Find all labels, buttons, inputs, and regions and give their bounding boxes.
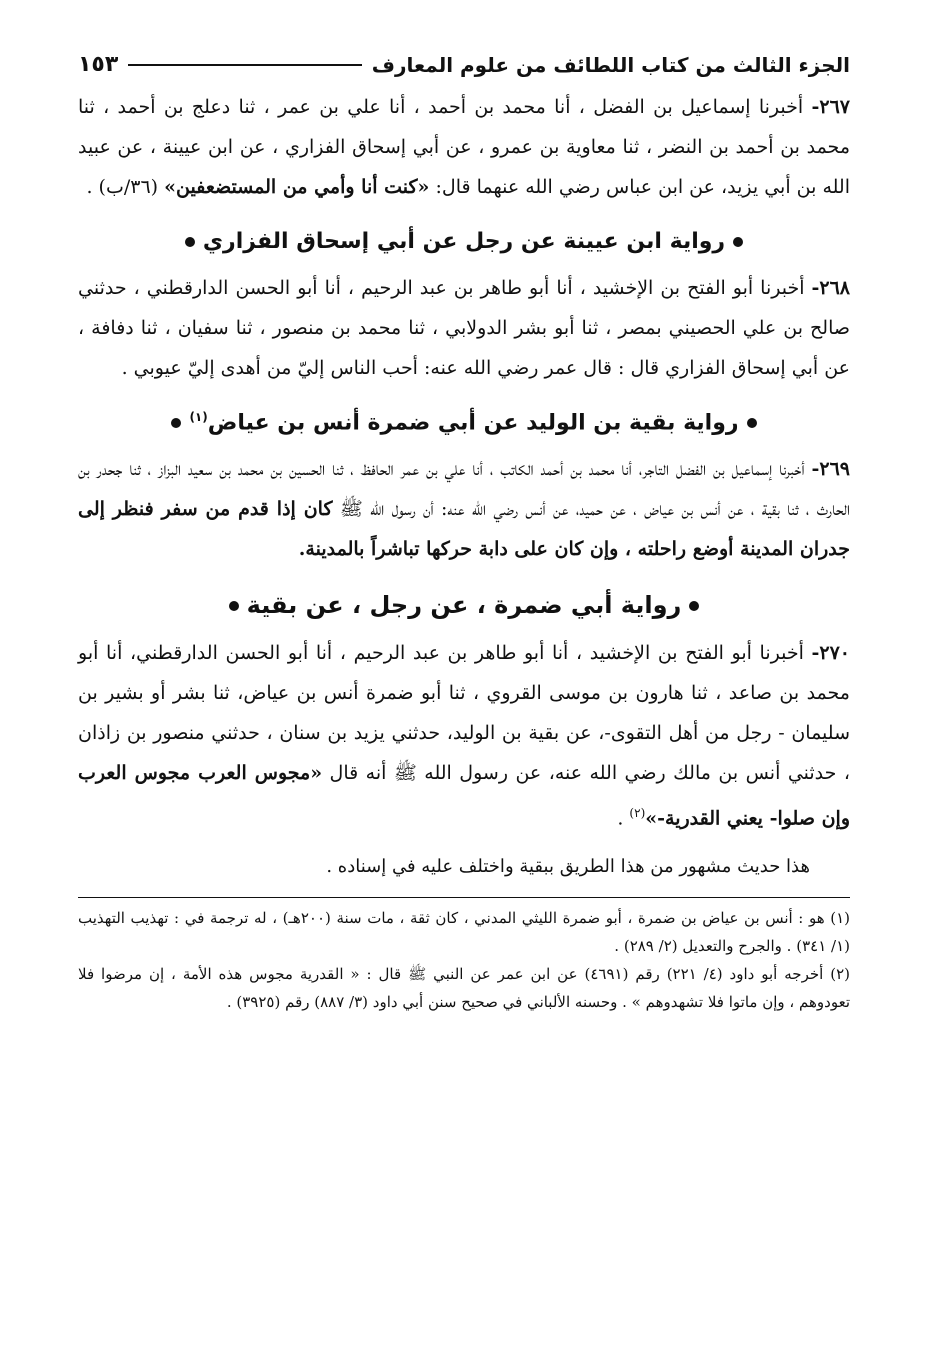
hadith-ref: (٣٦/ب) . bbox=[86, 176, 159, 198]
footnotes bbox=[78, 904, 850, 1016]
hadith-text: أخبرنا إسماعيل بن الفضل التاجر، أنا محمد بن أحمد الكاتب ، أنا علي بن عمر الحافظ ، ثنا الحسين بن محمد بن سعيد البزاز ، ثنا جحدر بن الحارث ، ثنا بقية ، عن أنس بن عياض ، عن حميد، عن أنس رضي الله عنه: أن رسول الله ﷺ bbox=[78, 458, 851, 521]
hadith-number: ٢٧٠- bbox=[811, 642, 850, 665]
header-title: الجزء الثالث من كتاب اللطائف من علوم المعارف bbox=[371, 52, 850, 77]
running-header bbox=[78, 52, 850, 77]
footnote-marker[interactable]: (٢) bbox=[629, 806, 646, 821]
section-title: رواية أبي ضمرة ، عن رجل ، عن بقية bbox=[246, 591, 682, 620]
footnote-1: (١) هو : أنس بن عياض بن ضمرة ، أبو ضمرة الليثي المدني ، كان ثقة ، مات سنة (٢٠٠هـ) ، له ترجمة في : تهذيب التهذيب (١/ ٣٤١) . والجرح والتعديل (٢/ ٢٨٩) . bbox=[78, 908, 850, 955]
bullet-icon bbox=[171, 418, 181, 428]
hadith-text: أخبرنا أبو الفتح بن الإخشيد ، أنا أبو طاهر بن عبد الرحيم ، أنا أبو الحسن الدارقطني ، حدثني صالح بن علي الحصيني بمصر ، ثنا أبو بشر الدولابي ، ثنا محمد بن منصور ، ثنا سفيان ، ثنا دفافة ، عن أبي إسحاق الفزاري قال : قال عمر رضي الله عنه: أحب الناس إليّ من أهدى إليّ عيوبي . bbox=[78, 277, 851, 379]
section-heading bbox=[78, 229, 850, 254]
hadith-270 bbox=[78, 633, 850, 838]
hadith-matn: «كنت أنا وأمي من المستضعفين» bbox=[164, 176, 430, 198]
editor-note: هذا حديث مشهور من هذا الطريق ببقية واختلف عليه في إسناده . bbox=[326, 855, 810, 877]
section-heading bbox=[78, 591, 850, 619]
section-heading bbox=[78, 410, 850, 435]
bullet-icon bbox=[733, 237, 743, 247]
section-title: رواية بقية بن الوليد عن أبي ضمرة أنس بن عياض bbox=[207, 410, 739, 436]
header-rule bbox=[128, 64, 361, 66]
hadith-matn: كان إذا قدم من سفر فنظر إلى جدران المدينة أوضع راحلته ، وإن كان على دابة حركها تباشراً بالمدينة. bbox=[78, 498, 850, 561]
hadith-268 bbox=[78, 268, 850, 388]
footnote-divider bbox=[78, 897, 850, 898]
hadith-267 bbox=[78, 87, 850, 207]
footnote-marker[interactable]: (١) bbox=[189, 410, 208, 424]
page-number: ١٥٣ bbox=[78, 52, 119, 77]
section-title: رواية ابن عيينة عن رجل عن أبي إسحاق الفزاري bbox=[202, 229, 726, 254]
hadith-269 bbox=[78, 449, 850, 569]
hadith-number: ٢٦٧- bbox=[811, 96, 851, 118]
hadith-number: ٢٦٨- bbox=[811, 277, 851, 299]
hadith-end: . bbox=[617, 807, 624, 830]
bullet-icon bbox=[747, 418, 757, 428]
bullet-icon bbox=[689, 601, 699, 611]
hadith-text: أخبرنا إسماعيل بن الفضل ، أنا محمد بن أحمد ، أنا علي بن عمر ، ثنا دعلج بن أحمد ، ثنا محمد بن أحمد بن النضر ، ثنا معاوية بن عمرو ، عن أبي إسحاق الفزاري ، عن ابن عيينة ، عن عبيد الله بن أبي يزيد، عن ابن عباس رضي الله عنهما قال: bbox=[78, 96, 850, 198]
hadith-text: أخبرنا أبو الفتح بن الإخشيد ، أنا أبو طاهر بن عبد الرحيم ، أنا أبو الحسن الدارقطني، أنا أبو محمد بن صاعد ، ثنا هارون بن موسى القروي ، ثنا أبو ضمرة أنس بن عياض، ثنا بشر أو بشير بن سليمان - رجل من أهل التقوى-، عن بقية بن الوليد، حدثني يزيد بن سنان ، حدثني منصور بن زاذان ، حدثني أنس بن مالك رضي الله عنه، عن رسول الله ﷺ أنه قال bbox=[78, 642, 850, 785]
bullet-icon bbox=[229, 601, 239, 611]
book-page bbox=[78, 52, 850, 1016]
hadith-matn: «مجوس العرب مجوس العرب وإن صلوا- يعني القدرية-» bbox=[78, 762, 850, 830]
footnote-2: (٢) أخرجه أبو داود (٤/ ٢٢١) رقم (٤٦٩١) عن ابن عمر عن النبي ﷺ قال : « القدرية مجوس هذه الأمة ، إن مرضوا فلا تعودوهم ، وإن ماتوا فلا تشهدوهم » . وحسنه الألباني في صحيح سنن أبي داود (٣/ ٨٨٧) رقم (٣٩٢٥) . bbox=[78, 964, 851, 1011]
bullet-icon bbox=[185, 237, 195, 247]
hadith-number: ٢٦٩- bbox=[811, 458, 850, 481]
